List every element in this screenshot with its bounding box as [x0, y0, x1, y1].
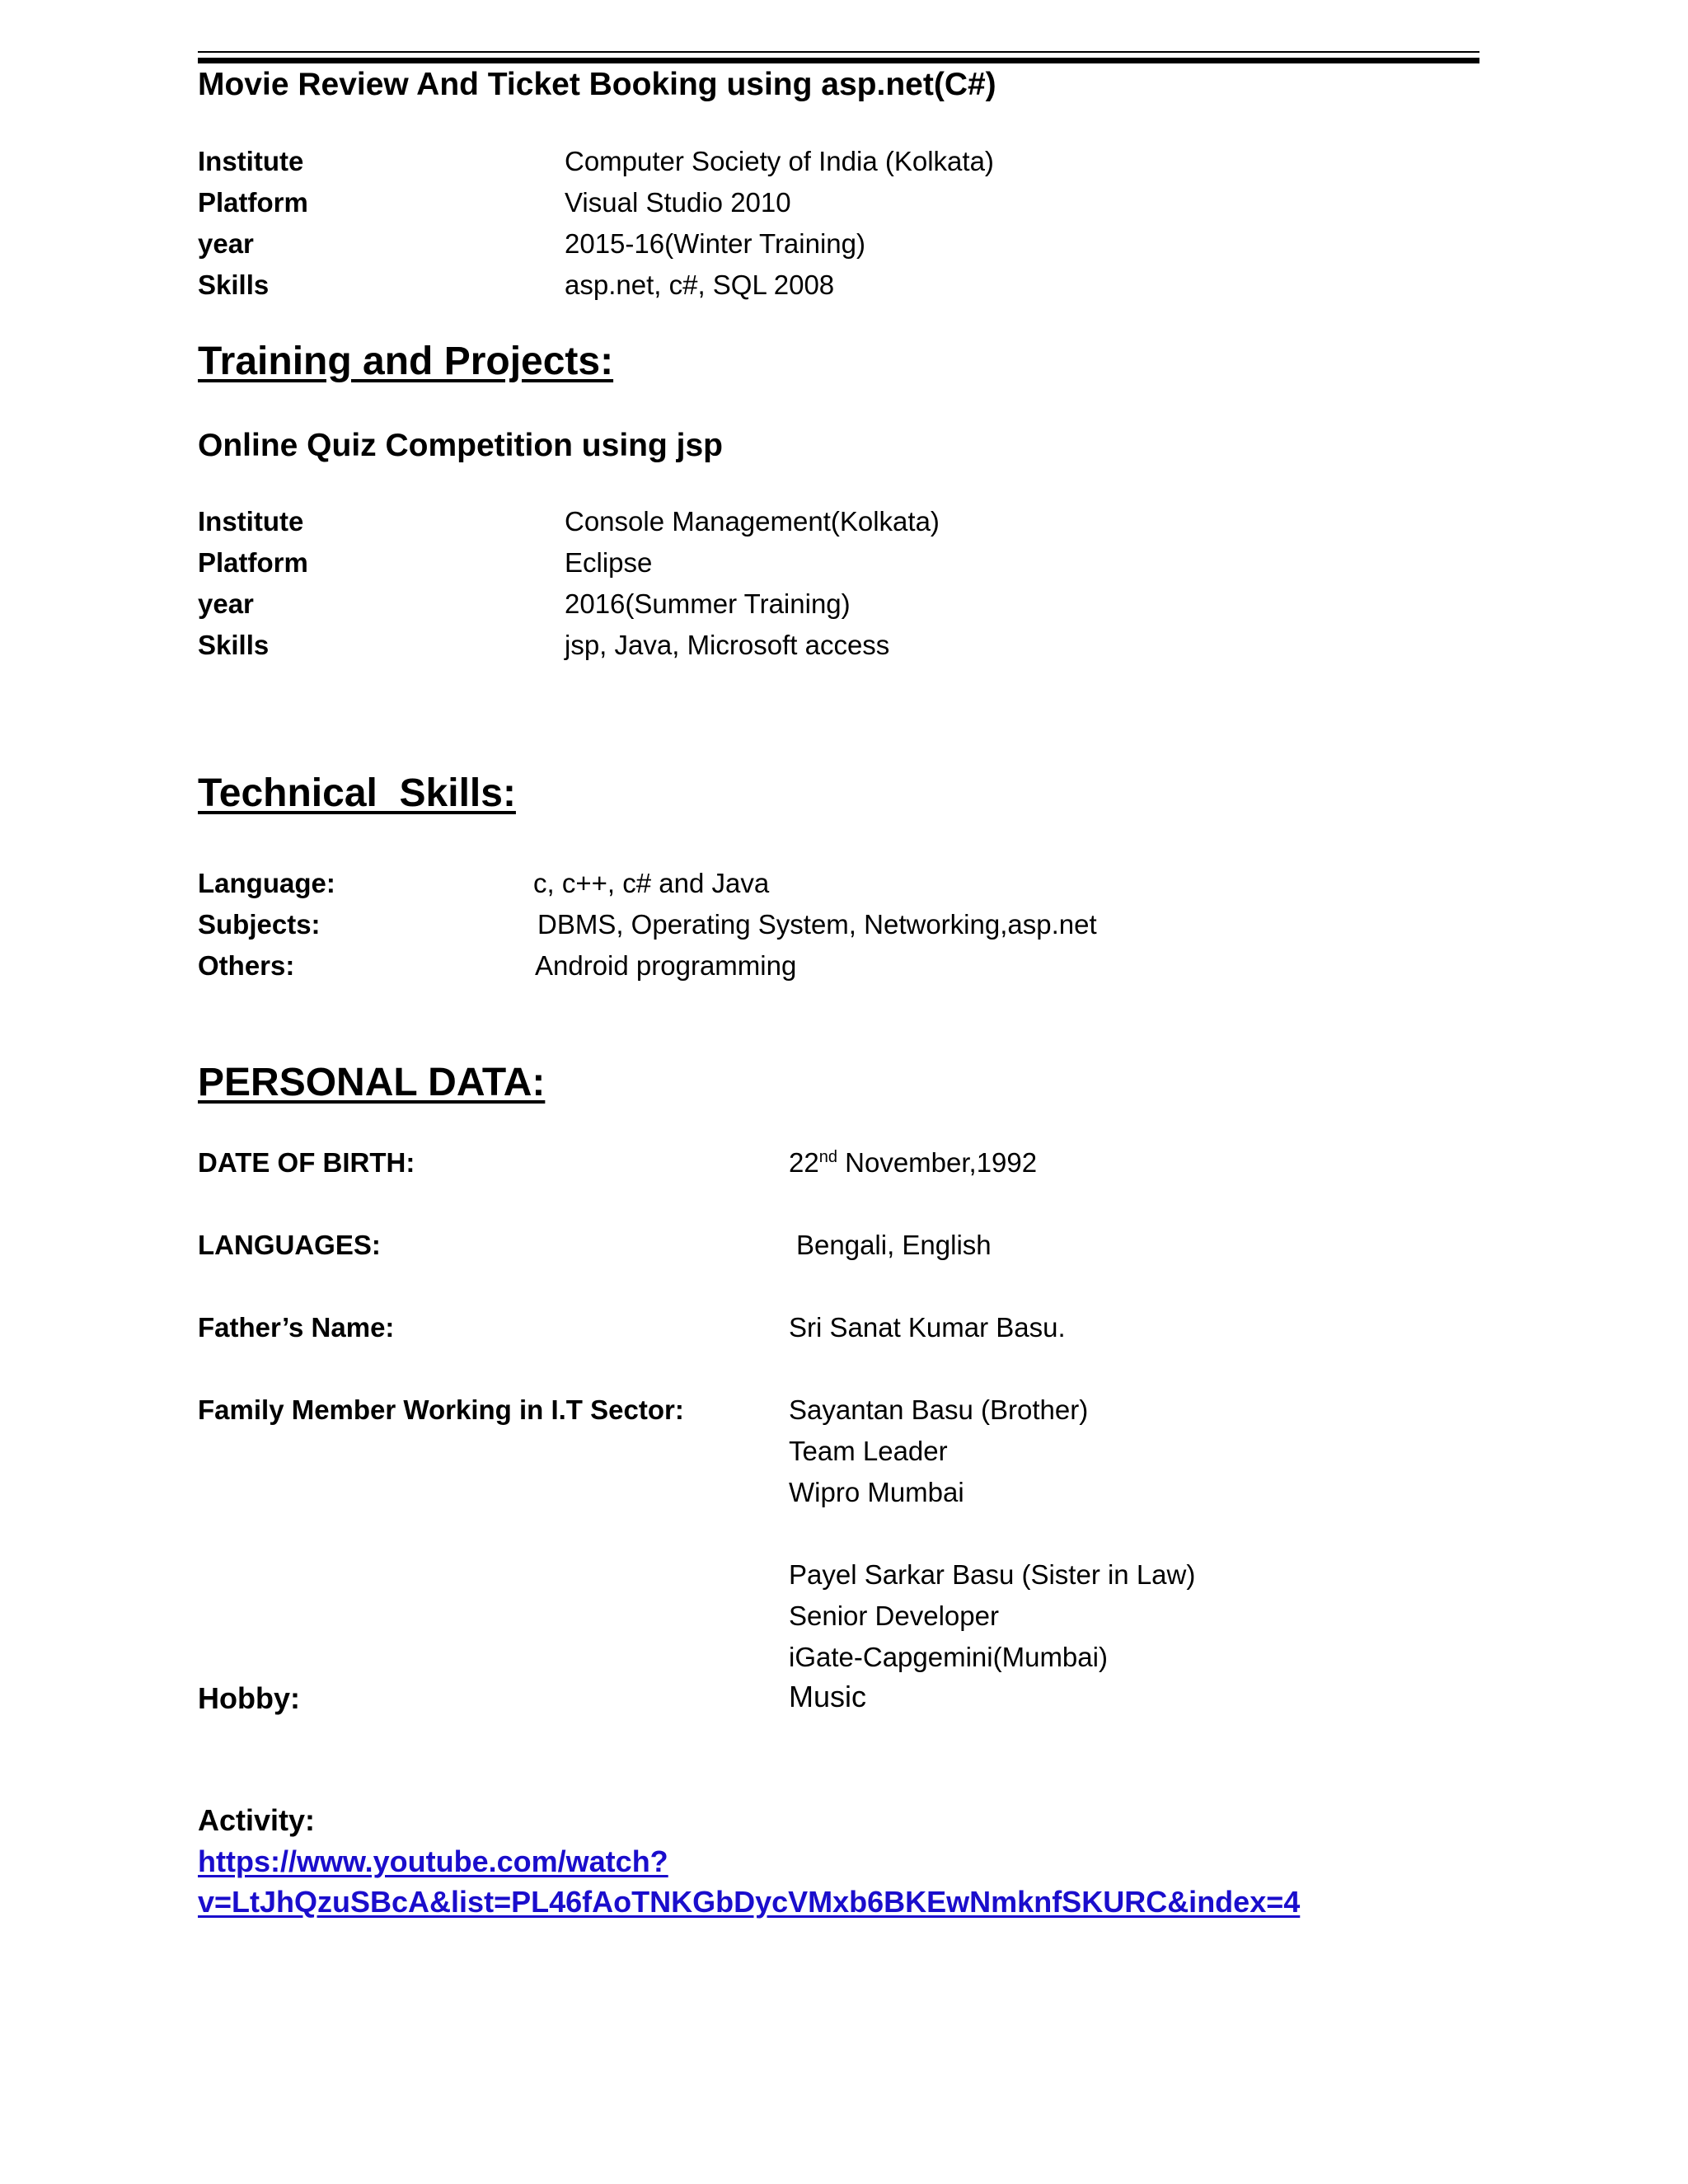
- father-name-label: Father’s Name:: [198, 1312, 395, 1343]
- languages-label: LANGUAGES:: [198, 1230, 381, 1260]
- project2-year-label: year: [198, 588, 254, 619]
- family-member-1-company: Wipro Mumbai: [789, 1477, 964, 1507]
- project1-platform-value: Visual Studio 2010: [565, 187, 791, 218]
- tech-others-value: Android programming: [535, 950, 797, 981]
- tech-language-value: c, c++, c# and Java: [533, 868, 770, 898]
- family-member-1-role: Team Leader: [789, 1436, 948, 1466]
- dob-value: [789, 1147, 1037, 1179]
- dob-suffix: nd: [818, 1148, 837, 1166]
- section-heading-training: Training and Projects:: [198, 340, 614, 383]
- project1-skills-label: Skills: [198, 269, 270, 300]
- tech-subjects-value: DBMS, Operating System, Networking,asp.net: [537, 909, 1097, 940]
- top-rule-thin: [198, 51, 1479, 53]
- project1-platform-label: Platform: [198, 187, 308, 218]
- father-name-value: Sri Sanat Kumar Basu.: [789, 1312, 1066, 1343]
- hobby-label: Hobby:: [198, 1681, 300, 1715]
- project2-skills-label: Skills: [198, 630, 270, 660]
- family-member-2-company: iGate-Capgemini(Mumbai): [789, 1642, 1108, 1672]
- project1-year-value: 2015-16(Winter Training): [565, 228, 865, 259]
- project1-institute-value: Computer Society of India (Kolkata): [565, 146, 994, 176]
- section-heading-personal-data: PERSONAL DATA:: [198, 1061, 546, 1104]
- project1-skills-value: asp.net, c#, SQL 2008: [565, 269, 835, 300]
- project1-year-label: year: [198, 228, 254, 259]
- project2-platform-label: Platform: [198, 547, 308, 578]
- tech-subjects-label: Subjects:: [198, 909, 321, 940]
- youtube-link-line-2[interactable]: v=LtJhQzuSBcA&list=PL46fAoTNKGbDycVMxb6BKEwNmknfSKURC&index=4: [198, 1885, 1301, 1919]
- family-member-2-role: Senior Developer: [789, 1601, 999, 1631]
- project2-institute-value: Console Management(Kolkata): [565, 506, 940, 537]
- hobby-value: Music: [789, 1680, 867, 1713]
- family-member-1-name: Sayantan Basu (Brother): [789, 1394, 1089, 1425]
- section-heading-technical-skills: Technical Skills:: [198, 771, 516, 815]
- project1-institute-label: Institute: [198, 146, 304, 176]
- dob-month-year: November,1992: [837, 1147, 1038, 1178]
- family-member-label: Family Member Working in I.T Sector:: [198, 1394, 684, 1425]
- top-rule-thick: [198, 58, 1479, 63]
- family-member-2-name: Payel Sarkar Basu (Sister in Law): [789, 1559, 1196, 1590]
- project2-platform-value: Eclipse: [565, 547, 653, 578]
- dob-label: DATE OF BIRTH:: [198, 1147, 415, 1178]
- project2-skills-value: jsp, Java, Microsoft access: [565, 630, 890, 660]
- tech-language-label: Language:: [198, 868, 335, 898]
- project2-institute-label: Institute: [198, 506, 304, 537]
- project2-year-value: 2016(Summer Training): [565, 588, 851, 619]
- project-title-online-quiz: Online Quiz Competition using jsp: [198, 428, 723, 463]
- tech-others-label: Others:: [198, 950, 295, 981]
- languages-value: Bengali, English: [796, 1230, 992, 1260]
- youtube-link[interactable]: [198, 1844, 1300, 1919]
- activity-label: Activity:: [198, 1803, 316, 1837]
- dob-day: 22: [789, 1147, 819, 1178]
- project-title-movie-review: Movie Review And Ticket Booking using asp.net(C#): [198, 67, 996, 102]
- youtube-link-line-1[interactable]: https://www.youtube.com/watch?: [198, 1844, 668, 1878]
